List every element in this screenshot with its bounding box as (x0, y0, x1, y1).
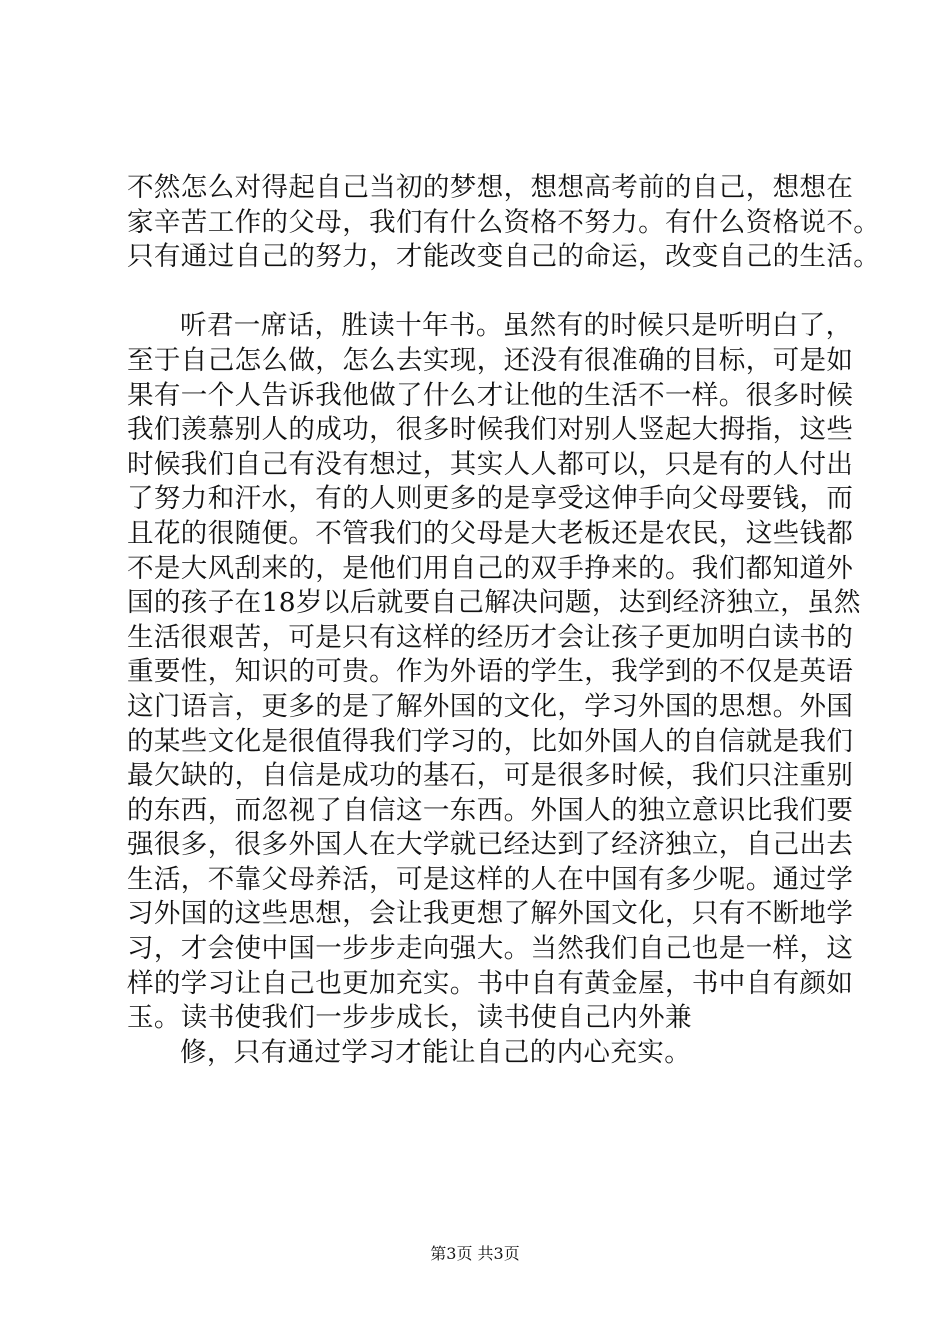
text-line: 重要性，知识的可贵。作为外语的学生，我学到的不仅是英语 (127, 656, 854, 688)
text-line: 至于自己怎么做，怎么去实现，还没有很准确的目标，可是如 (127, 344, 854, 376)
text-line: 样的学习让自己也更加充实。书中自有黄金屋，书中自有颜如 (127, 967, 854, 999)
text-line: 的某些文化是很值得我们学习的，比如外国人的自信就是我们 (127, 725, 854, 757)
text-line: 的东西，而忽视了自信这一东西。外国人的独立意识比我们要 (127, 794, 854, 826)
paragraph-1 (127, 171, 881, 275)
text-line: 生活，不靠父母养活，可是这样的人在中国有多少呢。通过学 (127, 863, 854, 895)
text-line: 我们羡慕别人的成功，很多时候我们对别人竖起大拇指，这些 (127, 414, 854, 446)
text-line: 时候我们自己有没有想过，其实人人都可以，只是有的人付出 (127, 448, 854, 480)
text-line: 不是大风刮来的，是他们用自己的双手挣来的。我们都知道外 (127, 552, 854, 584)
page-footer (0, 1244, 950, 1264)
document-body (127, 171, 881, 1070)
text-line: 这门语言，更多的是了解外国的文化，学习外国的思想。外国 (127, 690, 854, 722)
text-line: 只有通过自己的努力，才能改变自己的命运，改变自己的生活。 (127, 241, 881, 273)
text-line: 最欠缺的，自信是成功的基石，可是很多时候，我们只注重别 (127, 760, 854, 792)
text-line: 习外国的这些思想，会让我更想了解外国文化，只有不断地学 (127, 898, 854, 930)
text-line: 不然怎么对得起自己当初的梦想，想想高考前的自己，想想在 (127, 172, 854, 203)
text-line: 且花的很随便。不管我们的父母是大老板还是农民，这些钱都 (127, 517, 854, 549)
text-line: 玉。读书使我们一步步成长，读书使自己内外兼 (127, 1002, 692, 1034)
text-line: 家辛苦工作的父母，我们有什么资格不努力。有什么资格说不。 (127, 206, 881, 238)
text-line: 听君一席话，胜读十年书。虽然有的时候只是听明白了， (180, 310, 853, 342)
text-line: 强很多，很多外国人在大学就已经达到了经济独立，自己出去 (127, 829, 854, 861)
page-number: 第3页 共3页 (430, 1244, 520, 1263)
text-line: 国的孩子在18岁以后就要自己解决问题，达到经济独立，虽然 (127, 587, 861, 619)
paragraph-3 (127, 1036, 847, 1071)
text-line: 修，只有通过学习才能让自己的内心充实。 (180, 1036, 692, 1068)
text-line: 果有一个人告诉我他做了什么才让他的生活不一样。很多时候 (127, 379, 854, 411)
text-line: 了努力和汗水，有的人则更多的是享受这伸手向父母要钱，而 (127, 483, 854, 515)
text-line: 生活很艰苦，可是只有这样的经历才会让孩子更加明白读书的 (127, 621, 854, 653)
text-line: 习，才会使中国一步步走向强大。当然我们自己也是一样，这 (127, 933, 854, 965)
paragraph-spacer (127, 275, 847, 310)
paragraph-2 (127, 309, 861, 1035)
